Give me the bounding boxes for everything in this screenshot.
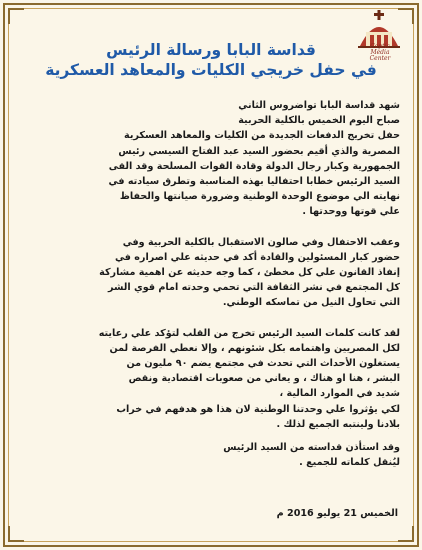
logo-caption-line: Center <box>369 55 391 62</box>
publication-date: الخميس 21 يوليو 2016 م <box>276 508 398 519</box>
logo-caption-line: Coptic <box>370 43 390 50</box>
logo-caption-line: Media <box>370 49 390 56</box>
paragraph-1 <box>18 98 400 220</box>
text-line: الجمهورية وكبار رجال الدولة وقادة القوات المسلحة وقد القى <box>108 160 400 172</box>
paragraph-2 <box>18 235 400 311</box>
text-line: حفل تخريج الدفعات الجديدة من الكليات والمعاهد العسكرية <box>124 130 400 142</box>
text-line: علي قوتها ووحدتها . <box>302 206 400 218</box>
frame-corner-ornament <box>8 8 24 24</box>
text-line: وعقب الاحتفال وفي صالون الاستقبال بالكلية الحربية وفي <box>122 236 400 248</box>
title-line-1: قداسة البابا ورسالة الرئيس <box>106 41 316 59</box>
frame-corner-ornament <box>8 526 24 542</box>
paragraph-3 <box>18 326 400 432</box>
text-line: وقد استأذن قداسته من السيد الرئيس <box>223 442 400 454</box>
frame-corner-ornament <box>398 526 414 542</box>
text-line: لقد كانت كلمات السيد الرئيس تخرج من القلب لتؤكد علي رعايته <box>98 327 400 339</box>
page-title <box>40 40 382 80</box>
text-line: بلادنا ولينتبه الجميع لذلك . <box>276 418 400 430</box>
title-line-2: في حفل خريجي الكليات والمعاهد العسكرية <box>45 61 377 79</box>
paragraph-gap <box>18 311 400 326</box>
text-line: كل المجتمع في نشر الثقافة التي تحمي وحدته امام قوي الشر <box>108 282 400 294</box>
text-line: صباح اليوم الخميس بالكلية الحربية <box>238 115 400 127</box>
text-line: لكل المصريين واهتمامه بكل شئونهم ، وإلا نعطي الفرصة لمن <box>109 342 400 354</box>
text-line: البشر ، هنا او هناك ، و يعاني من صعوبات اقتصادية ونقص <box>128 373 400 385</box>
text-line: نهايته الي موضوع الوحدة الوطنية وضرورة صيانتها والحفاظ <box>119 191 400 203</box>
text-line: لكي يؤثروا علي وحدتنا الوطنية لان هذا هو هدفهم في خراب <box>116 403 400 415</box>
paragraph-4 <box>18 440 400 470</box>
paragraph-gap <box>18 220 400 235</box>
article-body <box>18 98 400 470</box>
text-line: شهد قداسة البابا تواضروس الثاني <box>238 100 400 111</box>
text-line: حضور كبار المسئولين والقادة أكد في حديثه علي اصراره في <box>114 251 400 263</box>
text-line: إنفاذ القانون علي كل مخطئ ، كما وجه حديثه عن اهمية مشاركة <box>99 267 400 279</box>
paragraph-gap <box>18 432 400 440</box>
text-line: السيد الرئيس خطابا احتفاليا بهذه المناسبة وتطرق سيادته في <box>108 176 400 188</box>
text-line: المصرية والذي أقيم بحضور السيد عبد الفتاح السيسي رئيس <box>118 145 400 157</box>
text-line: التي تحاول النيل من تماسكه الوطني. <box>222 297 400 309</box>
text-line: شديد في الموارد المالية ، <box>279 388 400 400</box>
text-line: يستغلون الأحداث التي تحدث في مجتمع يضم ٩٠ مليون من <box>126 358 400 370</box>
text-line: ليُنقل كلماته للجميع . <box>299 457 400 469</box>
